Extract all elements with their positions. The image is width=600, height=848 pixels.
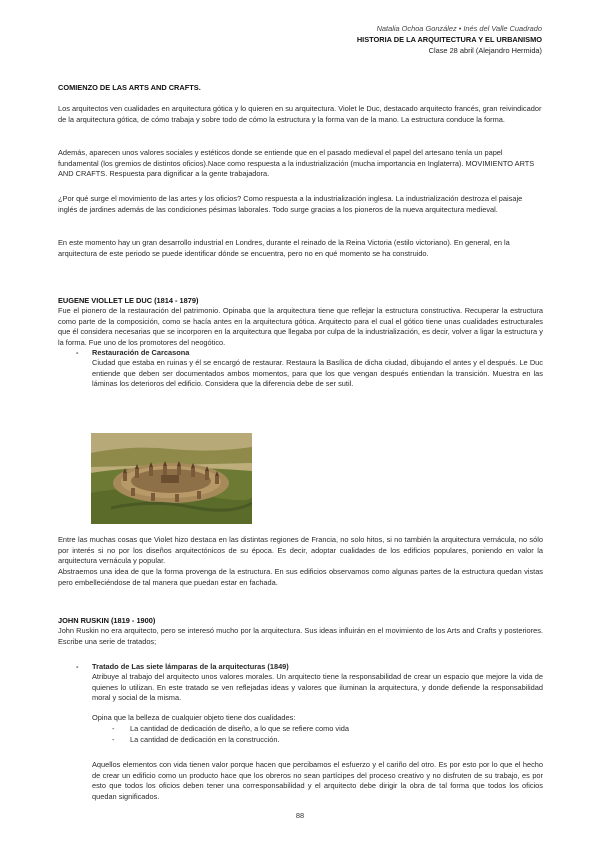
bullet-mark: - (76, 348, 79, 357)
paragraph: Entre las muchas cosas que Violet hizo destaca en las distintas regiones de Francia, no solo hitos, si no también la arquitectura vernácula, no sólo por interés si no por los diseños arquitectónicos de su época. Es decir, adoptar cualidades de los edificios populares, poniendo en valor la arquitectura vernácula y popular. (58, 535, 543, 566)
paragraph: Fue el pionero de la restauración del patrimonio. Opinaba que la arquitectura tiene que reflejar la estructura constructiva. Recuperar la estructura como parte de la composición, como se hacía antes en la arquitectura gótica. Arquitecto para el cual el gótico tiene unas cualidades estructurales que él considera necesarias que se incorporen en la arquitectura que llegaba por culpa de la industrialización, es decir, volver a ligar la estructura y la forma. Fue uno de los promotores del neogótico. (58, 306, 543, 347)
paragraph: Además, aparecen unos valores sociales y estéticos donde se entiende que en el pasado medieval el papel del artesano tenía un papel fundamental (los gremios de distintos oficios).Nace como respuesta a la industrialización (mucha importancia en Inglaterra). MOVIMIENTO ARTS AND CRAFTS. Respuesta para dignificar a la gente trabajadora. (58, 148, 535, 179)
list-item: La cantidad de dedicación en la construcción. (130, 735, 280, 744)
paragraph: En este momento hay un gran desarrollo industrial en Londres, durante el reinado de la Reina Victoria (estilo victoriano). En general, en la arquitectura de este periodo se puede identificar dónde se encuentra, pero no en qué momento se ha construido. (58, 238, 510, 258)
list-bullet: - (112, 735, 115, 744)
paragraph: Los arquitectos ven cualidades en arquitectura gótica y lo quieren en su arquitectura. Violet le Duc, destacado arquitecto francés, gran reivindicador de la arquitectura gótica, de cómo trabaja y sobre todo de cómo la estructura y la forma van de la mano. La estructura conduce la forma. (58, 104, 542, 124)
subsection-heading-carcasona: Restauración de Carcasona (92, 348, 190, 357)
header-authors: Natalia Ochoa González • Inés del Valle Cuadrado (376, 24, 542, 33)
list-bullet: - (112, 724, 115, 733)
paragraph: Opina que la belleza de cualquier objeto tiene dos cualidades: (92, 713, 296, 722)
page-number: 88 (295, 811, 305, 820)
carcassonne-illustration (91, 433, 252, 524)
paragraph: Aquellos elementos con vida tienen valor porque hacen que percibamos el esfuerzo y el cariño del otro. Es por esto por lo que el hecho de crear un edificio como un producto hace que los obreros no sean partícipes del proceso creativo y no disfruten de su trabajo, es por esto que todos los oficios deben tener una corresponsabilidad y el arquitecto debe dirigir la obra de tal forma que todos los oficios quedan significados. (92, 760, 543, 801)
section-heading-arts-crafts: COMIENZO DE LAS ARTS AND CRAFTS. (58, 83, 201, 92)
paragraph: Ciudad que estaba en ruinas y él se encargó de restaurar. Restaura la Basílica de dicha ciudad, dibujando el antes y el después. Le Duc entiende que deben ser documentados ambos momentos, para que los que vengan después entiendan la transición. Muestra en las láminas los deterioros del edificio. Considera que la diferencia debe de ser sutil. (92, 358, 543, 389)
paragraph: Abstraemos una idea de que la forma provenga de la estructura. En sus edificios observamos como algunas partes de la estructura quedan vistas pero embelleciéndose de tal manera que puedan estar en fachada. (58, 567, 543, 587)
section-heading-ruskin: JOHN RUSKIN (1819 - 1900) (58, 616, 156, 625)
subsection-heading-siete-lamparas: Tratado de Las siete lámparas de la arquitecturas (1849) (92, 662, 289, 671)
paragraph: Atribuye al trabajo del arquitecto unos valores morales. Un arquitecto tiene la responsabilidad de crear un espacio que mejore la vida de quienes lo utilizan. En este tratado se ven reflejadas ideas y valores que iluminan la arquitectura, y donde defiende la responsabilidad moral y social de la misma. (92, 672, 543, 703)
carcassonne-aerial-photo (91, 433, 252, 524)
bullet-mark: - (76, 662, 79, 671)
list-item: La cantidad de dedicación de diseño, a lo que se refiere como vida (130, 724, 349, 733)
section-heading-viollet: EUGENE VIOLLET LE DUC (1814 - 1879) (58, 296, 199, 305)
paragraph: ¿Por qué surge el movimiento de las artes y los oficios? Como respuesta a la industrialización inglesa. La industrialización destroza el paisaje inglés de jardines además de las condiciones pésimas laborales. Todo surge gracias a los pioneros de la nueva arquitectura medieval. (58, 194, 523, 214)
page-header (357, 23, 542, 56)
header-course-title: HISTORIA DE LA ARQUITECTURA Y EL URBANISMO (356, 35, 542, 44)
header-session: Clase 28 abril (Alejandro Hermida) (428, 46, 542, 55)
paragraph: John Ruskin no era arquitecto, pero se interesó mucho por la arquitectura. Sus ideas influirán en el movimiento de los Arts and Crafts y posteriores. Escribe una serie de tratados; (58, 626, 543, 646)
